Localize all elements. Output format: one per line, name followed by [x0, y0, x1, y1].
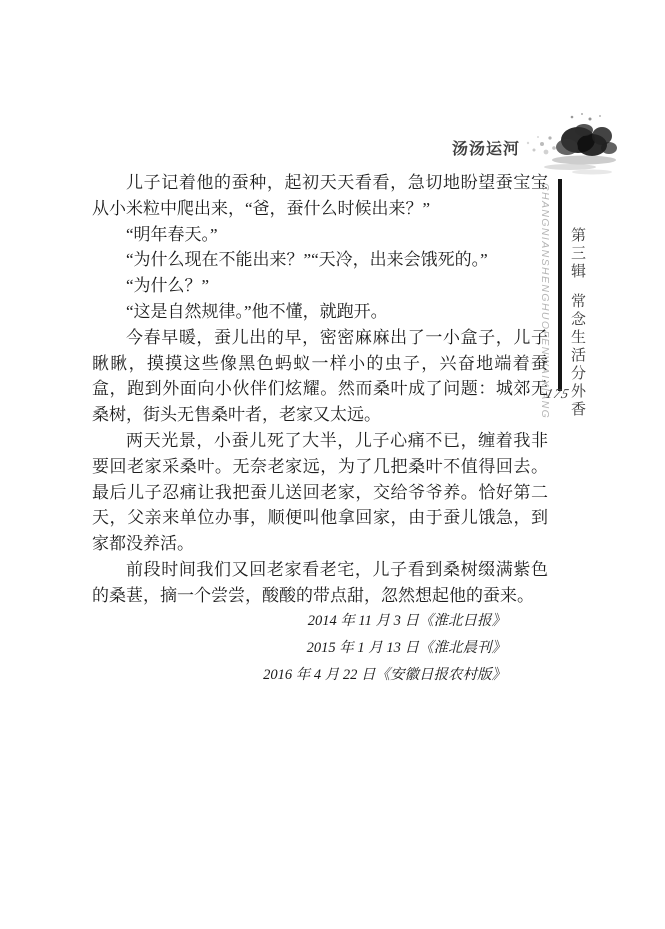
paragraph-dialogue: “明年春天。” [126, 224, 218, 244]
volume-label: 第三辑 [569, 227, 585, 281]
paragraph: 前段时间我们又回老家看老宅，儿子看到桑树缀满紫色的桑葚，摘一个尝尝，酸酸的带点甜，忽然想起他的蚕来。 [92, 559, 548, 605]
publication-line: 2015 年 1 月 13 日《淮北晨刊》 [306, 640, 506, 656]
story-body [92, 170, 548, 609]
publication-line: 2016 年 4 月 22 日《安徽日报农村版》 [263, 667, 506, 683]
publication-credits [0, 608, 506, 689]
paragraph: 儿子记着他的蚕种，起初天天看看，急切地盼望蚕宝宝从小米粒中爬出来，“爸，蚕什么时候出来？” [92, 173, 548, 218]
paragraph-dialogue: “为什么现在不能出来？”“天冷，出来会饿死的。” [126, 250, 488, 270]
publication-line: 2014 年 11 月 3 日《淮北日报》 [307, 613, 506, 629]
page-number: 175 [544, 386, 572, 401]
paragraph-dialogue: “为什么？” [126, 276, 210, 296]
sidebar-divider-bar [558, 179, 562, 391]
paragraph: 今春早暖，蚕儿出的早，密密麻麻出了一小盒子，儿子瞅瞅，摸摸这些像黑色蚂蚁一样小的虫子，兴奋地端着蚕盒，跑到外面向小伙伴们炫耀。然而桑叶成了问题：城郊无桑树，街头无售桑叶者，老家又太远。 [92, 327, 548, 425]
chapter-title: 常念生活分外香 [569, 293, 585, 419]
paragraph: 两天光景，小蚕儿死了大半，儿子心痛不已，缠着我非要回老家采桑叶。无奈老家远，为了几把桑叶不值得回去。最后儿子忍痛让我把蚕儿送回老家，交给爷爷养。恰好第二天，父亲来单位办事，顺便叫他拿回家，由于蚕儿饿急，到家都没养活。 [92, 430, 548, 554]
chapter-title-pinyin: CHANGNIANSHENGHUOFENWAIXIANG [539, 183, 551, 420]
running-head-book-title: 汤汤运河 [451, 141, 520, 158]
paragraph-dialogue: “这是自然规律。”他不懂，就跑开。 [126, 301, 388, 321]
